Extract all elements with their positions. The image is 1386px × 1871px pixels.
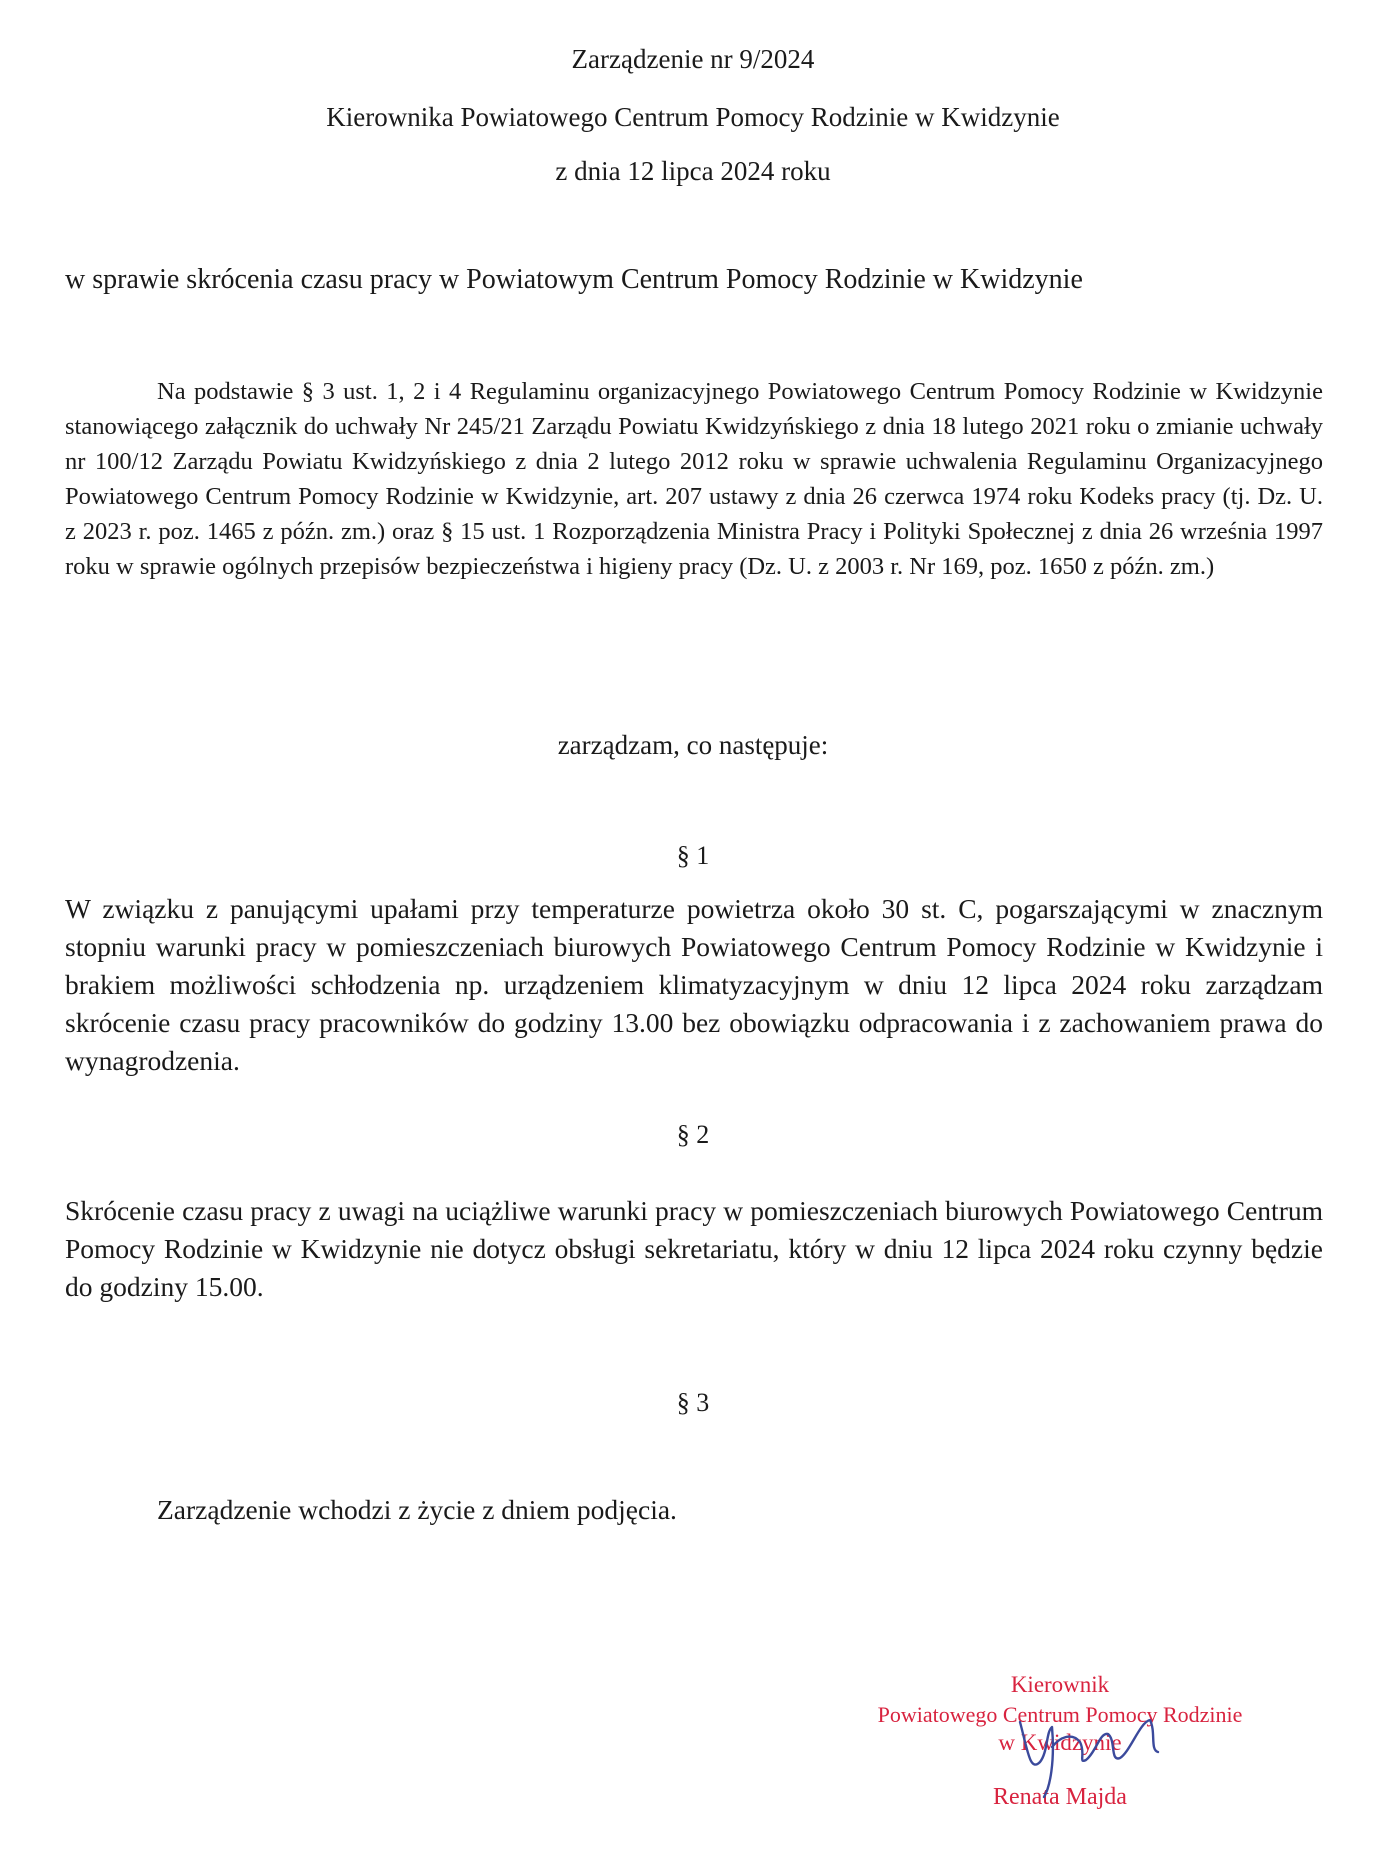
section-text-2: Skrócenie czasu pracy z uwagi na uciążliwe warunki pracy w pomieszczeniach biurowych Powiatowego Centrum Pomocy Rodzinie w Kwidzynie nie dotycz obsługi sekretariatu, który w dniu 12 lipca 2024 roku czynny będzie do godziny 15.00. <box>65 1195 1323 1302</box>
legal-basis-text: Na podstawie § 3 ust. 1, 2 i 4 Regulaminu organizacyjnego Powiatowego Centrum Pomocy Rodzinie w Kwidzynie stanowiącego załącznik do uchwały Nr 245/21 Zarządu Powiatu Kwidzyńskiego z dnia 18 lutego 2021 roku o zmianie uchwały nr 100/12 Zarządu Powiatu Kwidzyńskiego z dnia 2 lutego 2012 roku w sprawie uchwalenia Regulaminu Organizacyjnego Powiatowego Centrum Pomocy Rodzinie w Kwidzynie, art. 207 ustawy z dnia 26 czerwca 1974 roku Kodeks pracy (tj. Dz. U. z 2023 r. poz. 1465 z późn. zm.) oraz § 15 ust. 1 Rozporządzenia Ministra Pracy i Polityki Społecznej z dnia 26 września 1997 roku w sprawie ogólnych przepisów bezpieczeństwa i higieny pracy (Dz. U. z 2003 r. Nr 169, poz. 1650 z późn. zm.) <box>65 378 1323 580</box>
section-text-3: Zarządzenie wchodzi z życie z dniem podjęcia. <box>157 1494 677 1525</box>
order-number: Zarządzenie nr 9/2024 <box>571 44 815 74</box>
section-sign-2: § 2 <box>676 1120 710 1149</box>
legal-basis <box>65 374 1323 584</box>
issue-date: z dnia 12 lipca 2024 roku <box>555 156 831 186</box>
stamp-name: Renata Majda <box>993 1784 1127 1810</box>
handwritten-signature <box>1000 1692 1180 1802</box>
section-sign-1: § 1 <box>676 841 710 870</box>
stamp-title: Kierownik <box>1010 1672 1110 1697</box>
stamp-institution: Powiatowego Centrum Pomocy Rodzinie <box>877 1702 1243 1727</box>
section-text-1: W związku z panującymi upałami przy temperaturze powietrza około 30 st. C, pogarszającymi w znacznym stopniu warunki pracy w pomieszczeniach biurowych Powiatowego Centrum Pomocy Rodzinie w Kwidzynie i brakiem możliwości schłodzenia np. urządzeniem klimatyzacyjnym w dniu 12 lipca 2024 roku zarządzam skrócenie czasu pracy pracowników do godziny 13.00 bez obowiązku odpracowania i z zachowaniem prawa do wynagrodzenia. <box>65 893 1323 1076</box>
section-sign-3: § 3 <box>676 1388 710 1417</box>
decree-phrase: zarządzam, co następuje: <box>557 730 829 760</box>
issuer: Kierownika Powiatowego Centrum Pomocy Rodzinie w Kwidzynie <box>326 102 1060 132</box>
stamp-city: w Kwidzynie <box>998 1730 1122 1755</box>
subject-line: w sprawie skrócenia czasu pracy w Powiatowym Centrum Pomocy Rodzinie w Kwidzynie <box>65 264 1083 295</box>
